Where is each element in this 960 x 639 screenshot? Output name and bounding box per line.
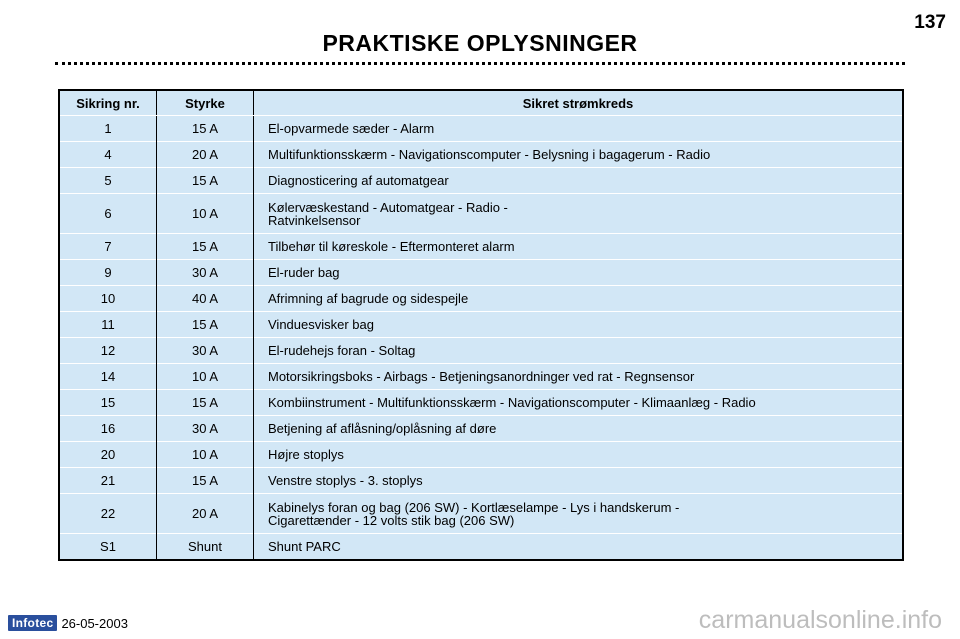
fuse-rating-cell: 30 A [157, 338, 254, 364]
fuse-circuit-cell: Venstre stoplys - 3. stoplys [254, 468, 904, 494]
fuse-number-cell: 14 [59, 364, 157, 390]
fuse-rating-cell: 15 A [157, 116, 254, 142]
fuse-rating-cell: 10 A [157, 194, 254, 234]
column-header-circuit: Sikret strømkreds [254, 90, 904, 116]
column-header-fuse-number: Sikring nr. [59, 90, 157, 116]
table-row [59, 168, 903, 194]
table-row [59, 494, 903, 534]
column-header-rating: Styrke [157, 90, 254, 116]
table-header-row [59, 90, 903, 116]
fuse-number-cell: 5 [59, 168, 157, 194]
title-divider [55, 62, 905, 65]
fuse-circuit-cell: Kølervæskestand - Automatgear - Radio - Ratvinkelsensor [254, 194, 904, 234]
table-row [59, 234, 903, 260]
page-number: 137 [914, 12, 946, 33]
fuse-rating-cell: 30 A [157, 416, 254, 442]
fuse-circuit-cell: Motorsikringsboks - Airbags - Betjeningsanordninger ved rat - Regnsensor [254, 364, 904, 390]
fuse-number-cell: 12 [59, 338, 157, 364]
fuse-rating-cell: Shunt [157, 534, 254, 561]
fuse-number-cell: 7 [59, 234, 157, 260]
fuse-number-cell: 11 [59, 312, 157, 338]
fuse-rating-cell: 10 A [157, 442, 254, 468]
fuse-number-cell: 10 [59, 286, 157, 312]
page-title: PRAKTISKE OPLYSNINGER [322, 30, 638, 56]
table-row [59, 338, 903, 364]
fuse-circuit-cell: Diagnosticering af automatgear [254, 168, 904, 194]
fuse-rating-cell: 15 A [157, 390, 254, 416]
fuse-circuit-cell: Kabinelys foran og bag (206 SW) - Kortlæselampe - Lys i handskerum - Cigarettænder - 12 volts stik bag (206 SW) [254, 494, 904, 534]
fuse-number-cell: 15 [59, 390, 157, 416]
fuse-number-cell: 22 [59, 494, 157, 534]
footer-date: 26-05-2003 [61, 615, 128, 631]
fuse-rating-cell: 30 A [157, 260, 254, 286]
fuse-circuit-cell: Shunt PARC [254, 534, 904, 561]
table-row [59, 260, 903, 286]
table-row [59, 442, 903, 468]
fuse-circuit-cell: Betjening af aflåsning/oplåsning af døre [254, 416, 904, 442]
table-row [59, 390, 903, 416]
fuse-circuit-cell: Tilbehør til køreskole - Eftermonteret alarm [254, 234, 904, 260]
infotec-logo: Infotec [8, 615, 57, 631]
watermark: carmanualsonline.info [698, 606, 942, 634]
table-row [59, 416, 903, 442]
fuse-table [58, 89, 904, 561]
table-row [59, 116, 903, 142]
fuse-number-cell: 1 [59, 116, 157, 142]
fuse-circuit-cell: Kombiinstrument - Multifunktionsskærm - Navigationscomputer - Klimaanlæg - Radio [254, 390, 904, 416]
table-row [59, 142, 903, 168]
fuse-circuit-cell: Afrimning af bagrude og sidespejle [254, 286, 904, 312]
table-row [59, 534, 903, 561]
fuse-number-cell: 4 [59, 142, 157, 168]
fuse-rating-cell: 15 A [157, 168, 254, 194]
fuse-rating-cell: 10 A [157, 364, 254, 390]
fuse-rating-cell: 20 A [157, 494, 254, 534]
fuse-number-cell: 20 [59, 442, 157, 468]
fuse-number-cell: 6 [59, 194, 157, 234]
table-row [59, 364, 903, 390]
fuse-number-cell: 16 [59, 416, 157, 442]
fuse-circuit-cell: El-rudehejs foran - Soltag [254, 338, 904, 364]
fuse-circuit-cell: Multifunktionsskærm - Navigationscomputer - Belysning i bagagerum - Radio [254, 142, 904, 168]
table-row [59, 468, 903, 494]
fuse-number-cell: S1 [59, 534, 157, 561]
fuse-rating-cell: 20 A [157, 142, 254, 168]
fuse-rating-cell: 15 A [157, 234, 254, 260]
fuse-rating-cell: 15 A [157, 468, 254, 494]
fuse-circuit-cell: El-opvarmede sæder - Alarm [254, 116, 904, 142]
table-row [59, 194, 903, 234]
fuse-number-cell: 9 [59, 260, 157, 286]
table-row [59, 286, 903, 312]
footer [8, 615, 128, 631]
fuse-rating-cell: 15 A [157, 312, 254, 338]
fuse-number-cell: 21 [59, 468, 157, 494]
fuse-table-body [59, 116, 903, 561]
fuse-rating-cell: 40 A [157, 286, 254, 312]
fuse-circuit-cell: El-ruder bag [254, 260, 904, 286]
fuse-circuit-cell: Vinduesvisker bag [254, 312, 904, 338]
fuse-circuit-cell: Højre stoplys [254, 442, 904, 468]
table-row [59, 312, 903, 338]
